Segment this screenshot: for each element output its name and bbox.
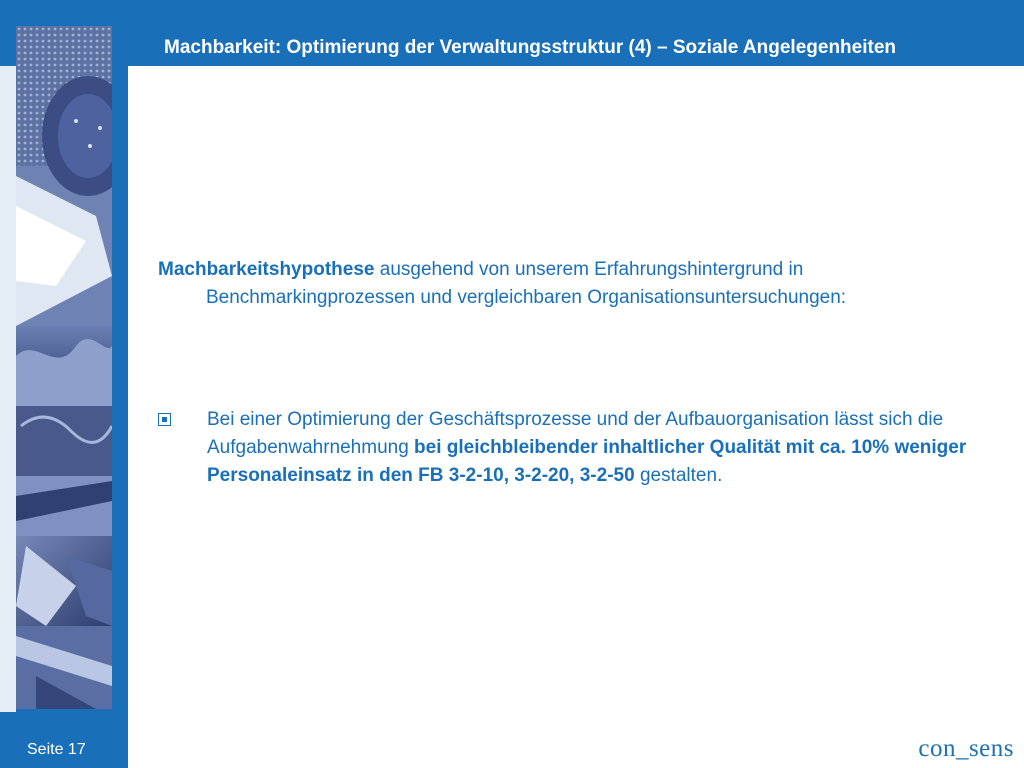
footer-strip — [0, 712, 128, 768]
con-sens-logo: con_sens — [918, 735, 1014, 762]
bullet-item — [158, 406, 988, 490]
header-band — [128, 0, 1024, 66]
bullet-text-start: Bei einer Optimierung der Geschäftsprozesse und der Aufbauorganisation lässt sich die Aufgabenwahrnehmung — [207, 409, 944, 458]
slide-content — [158, 256, 988, 490]
square-bullet-icon — [158, 413, 171, 426]
hypothesis-label: Machbarkeitshypothese — [158, 259, 375, 280]
bullet-text-end: gestalten. — [634, 465, 723, 486]
decorative-collage-image — [16, 26, 112, 709]
hypothesis-text: ausgehend von unserem Erfahrungshintergrund in Benchmarkingprozessen und vergleichbaren Organisationsuntersuchungen: — [206, 259, 847, 308]
page-number: Seite 17 — [27, 741, 86, 758]
hypothesis-paragraph — [158, 256, 988, 312]
slide-title: Machbarkeit: Optimierung der Verwaltungsstruktur (4) – Soziale Angelegenheiten — [164, 37, 897, 58]
bullet-text-emphasis: bei gleichbleibender inhaltlicher Qualität mit ca. 10% weniger Personaleinsatz in den FB 3-2-10, 3-2-20, 3-2-50 — [207, 437, 967, 486]
left-light-stripe — [0, 66, 16, 712]
